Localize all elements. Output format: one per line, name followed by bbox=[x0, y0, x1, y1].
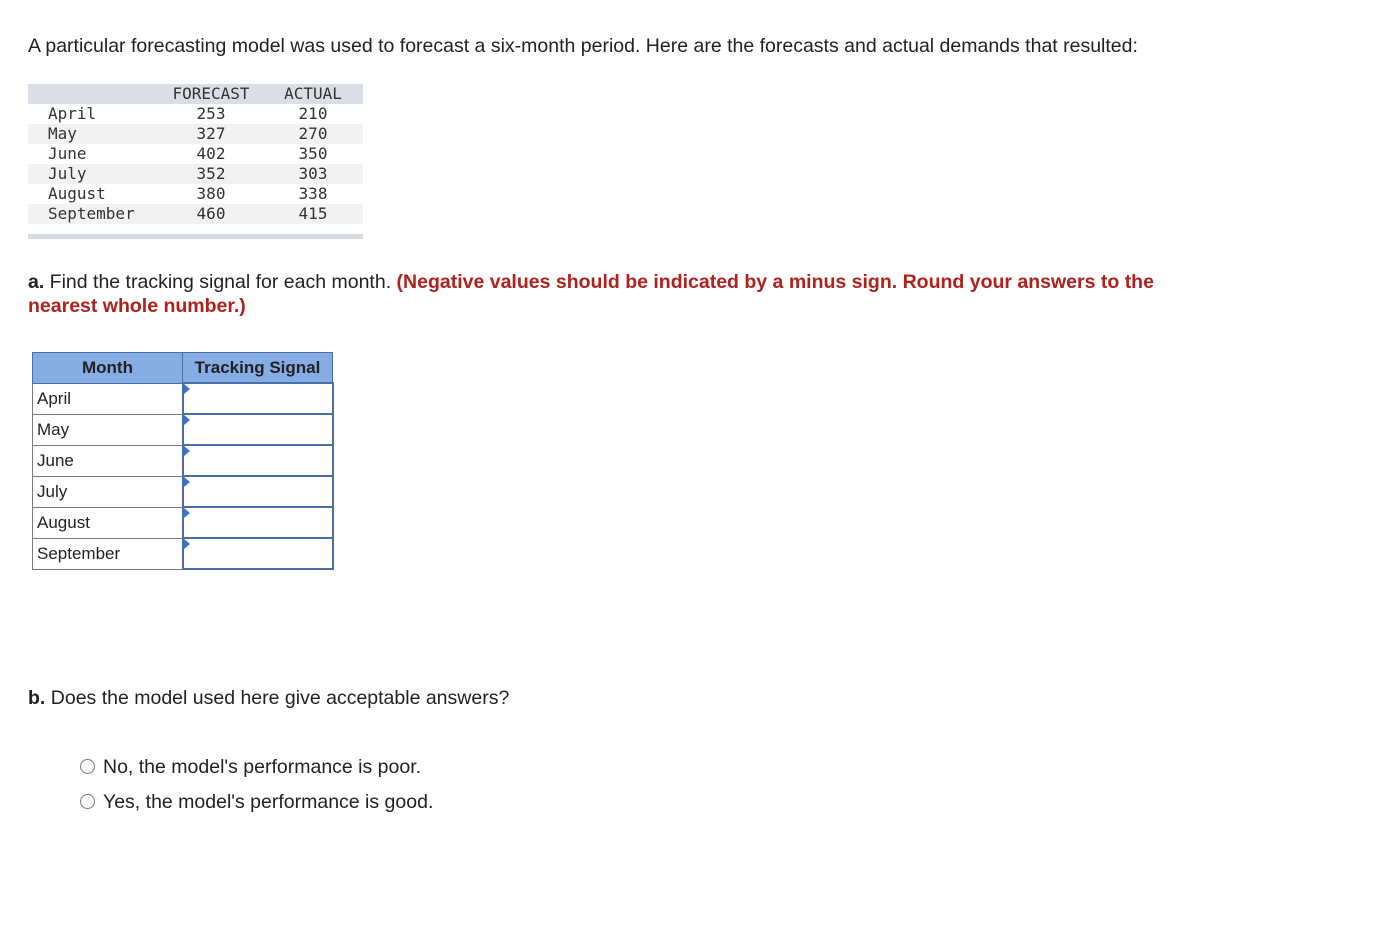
data-table-header bbox=[28, 84, 363, 104]
month-cell: September bbox=[33, 538, 183, 569]
question-a-text: Find the tracking signal for each month. bbox=[44, 271, 397, 293]
data-actual: 350 bbox=[298, 144, 328, 163]
tracking-signal-cell bbox=[183, 414, 333, 445]
tracking-signal-cell bbox=[183, 507, 333, 538]
data-month: August bbox=[48, 184, 106, 203]
tracking-signal-input-july[interactable] bbox=[184, 478, 332, 505]
option-yes-label: Yes, the model's performance is good. bbox=[103, 791, 434, 813]
data-actual: 338 bbox=[298, 184, 328, 203]
forecast-data-table bbox=[28, 84, 363, 239]
data-row bbox=[28, 184, 363, 204]
data-forecast: 460 bbox=[196, 204, 226, 223]
tracking-signal-input-may[interactable] bbox=[184, 416, 332, 443]
tracking-signal-cell bbox=[183, 383, 333, 414]
answer-options bbox=[80, 756, 433, 826]
tracking-signal-cell bbox=[183, 445, 333, 476]
question-a-label: a. bbox=[28, 271, 45, 293]
data-row bbox=[28, 104, 363, 124]
data-row bbox=[28, 164, 363, 184]
data-month: May bbox=[48, 124, 77, 143]
input-marker-icon bbox=[184, 539, 190, 549]
tracking-signal-cell bbox=[183, 476, 333, 507]
month-cell: July bbox=[33, 476, 183, 507]
table-row bbox=[33, 507, 333, 538]
input-marker-icon bbox=[184, 415, 190, 425]
month-cell: August bbox=[33, 507, 183, 538]
data-forecast: 253 bbox=[196, 104, 226, 123]
option-no-label: No, the model's performance is poor. bbox=[103, 756, 422, 778]
table-row bbox=[33, 476, 333, 507]
data-month: July bbox=[48, 164, 87, 183]
data-month: September bbox=[48, 204, 135, 223]
input-marker-icon bbox=[184, 477, 190, 487]
option-yes[interactable] bbox=[80, 791, 433, 826]
table-bottom-divider bbox=[28, 234, 363, 239]
month-cell: June bbox=[33, 445, 183, 476]
data-forecast: 352 bbox=[196, 164, 226, 183]
data-actual: 303 bbox=[298, 164, 328, 183]
input-marker-icon bbox=[184, 446, 190, 456]
data-month: June bbox=[48, 144, 87, 163]
table-row bbox=[33, 538, 333, 569]
tracking-signal-cell bbox=[183, 538, 333, 569]
forecast-header: FORECAST bbox=[172, 84, 250, 103]
data-forecast: 380 bbox=[196, 184, 226, 203]
radio-button[interactable] bbox=[80, 759, 95, 774]
question-b bbox=[28, 687, 509, 710]
question-b-label: b. bbox=[28, 687, 46, 709]
tracking-signal-input-september[interactable] bbox=[184, 540, 332, 567]
data-row bbox=[28, 144, 363, 164]
radio-button[interactable] bbox=[80, 794, 95, 809]
tracking-signal-input-june[interactable] bbox=[184, 447, 332, 474]
data-forecast: 327 bbox=[196, 124, 226, 143]
option-no[interactable] bbox=[80, 756, 433, 791]
data-actual: 415 bbox=[298, 204, 328, 223]
tracking-signal-table bbox=[32, 352, 334, 570]
question-a-instruction: (Negative values should be indicated by a minus sign. Round your answers to the nearest whole number.) bbox=[28, 271, 1154, 317]
data-month: April bbox=[48, 104, 97, 123]
question-a bbox=[28, 270, 1228, 318]
question-b-text: Does the model used here give acceptable answers? bbox=[45, 687, 510, 709]
tracking-signal-column-header: Tracking Signal bbox=[183, 353, 333, 384]
tracking-signal-input-april[interactable] bbox=[184, 385, 332, 412]
data-actual: 210 bbox=[298, 104, 328, 123]
month-cell: April bbox=[33, 383, 183, 414]
data-row bbox=[28, 124, 363, 144]
input-marker-icon bbox=[184, 384, 190, 394]
data-forecast: 402 bbox=[196, 144, 226, 163]
tracking-signal-input-august[interactable] bbox=[184, 509, 332, 536]
data-row bbox=[28, 204, 363, 224]
table-row bbox=[33, 414, 333, 445]
data-actual: 270 bbox=[298, 124, 328, 143]
actual-header: ACTUAL bbox=[284, 84, 342, 103]
table-row bbox=[33, 383, 333, 414]
month-cell: May bbox=[33, 414, 183, 445]
input-marker-icon bbox=[184, 508, 190, 518]
month-column-header: Month bbox=[33, 353, 183, 384]
intro-text: A particular forecasting model was used to forecast a six-month period. Here are the forecasts and actual demands that resulted: bbox=[28, 35, 1138, 57]
table-row bbox=[33, 445, 333, 476]
